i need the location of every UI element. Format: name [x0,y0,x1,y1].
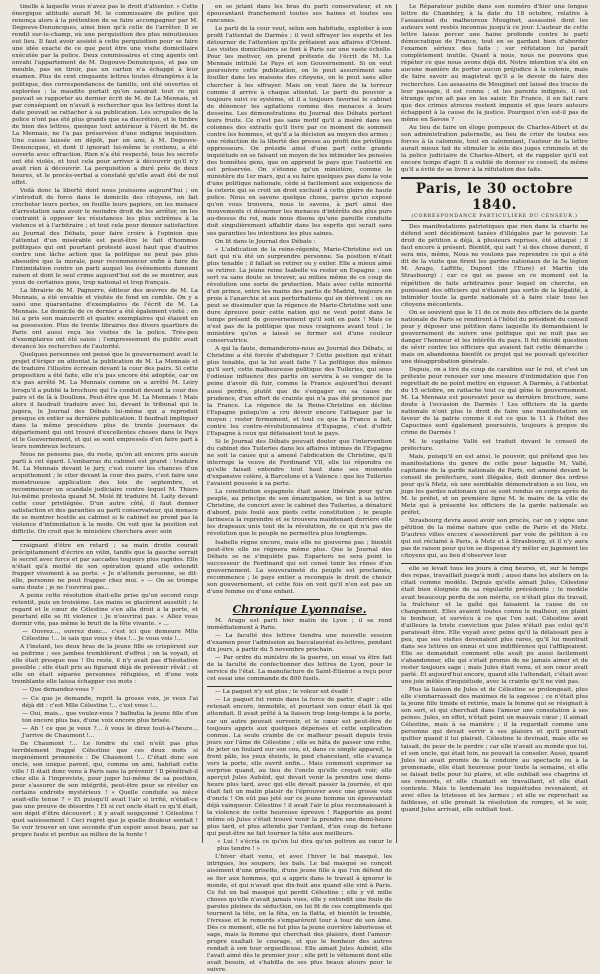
dateline-heading: Paris, le 30 octobre 1840. [415,181,574,214]
feuilleton-paragraph: elle se levait tous les jours à cinq heures, et, sur le temps des repas, travaillait jusqu'à midi ; aussi dans les ateliers on la citait comme modèle. Depuis qu'elle aimait Jules, Célestine était bien éloignée de sa régularité précédente ; le modèle avait beaucoup perdu de son mérite, ce n'était plus du travail, la fraîcheur et la gaîté qui faisaient la cause de ce changement. Elles avaient toutes connu le malheur, en plaint le bonheur, et survécu à ce que l'on sait. Célestine avait d'ailleurs la triste conviction que Jules n'était pas celui qu'il paraissait être. Elle voyait avec peine qu'il la délaissait peu à peu, que ses visites devenaient plus rares, qu'il lui montrait dans ses lettres un ennui et une indifférence qui l'affligeaient. Elle se demandait comment elle avait pu aussi facilement s'abandonner, elle qui s'était promis de ne jamais aimer et de rester toujours sage ; mais Jules était venu, et son cœur avait parlé. Et aujourd'hui encore, quand elle l'attendait, c'était avec une joie mêlée d'inquiétude, avec la crainte qu'il ne vint pas. [401,566,588,686]
article-paragraph: Des manifestations patriotiques que rien dans la charte ne défend sont décidément taxées d'illégales par le pouvoir. Le droit de pétition a déjà, à plusieurs reprises, été attaqué ; il faut encore à présent. Bientôt, qui sait ! si des chose durent, il sera mis, même, Nous ne voulons pas reprendre ce qui a été dit de la visite que firent les gardes nationaux de la 5e légion M. Arago, Laffitte, Dupont (de l'Eure) et Martin (de Strasbourg) ; car ce qui se passe en ce moment est la répétition de faits arbitraires pour lequel on cherche, en punissant des officiers qui n'étaient pas sortis de la légalité, à intimider toute la garde nationale et à faire clair tous les citoyens mécontents. [401,224,588,308]
feuilleton-paragraph: L'hiver était venu, et avec l'hiver le bal masqué, les intrigues, les soupers, les bals. Le bal masqué se conçoit aisément d'une grisette, d'une jeune fille à qui l'on défend de se fier aux hommes, qui a appris dans le travail à ignorer le monde, et qui n'avait que dix-huit ans quand elle vint à Paris. Ce fut un bal masqué qui perdit Célestine ; elle y vit mille choses qu'elle n'avait jamais vues, elle y entendit une foule de paroles pleines de séduction, on lui fit de ces compliments qui tournent la tête, on la fêta, on la flatta, et bientôt le trouble, l'ivresse et le remords s'emparèrent tour à tour de son âme. Dès ce moment, elle ne fut plus la jeune ouvrière laborieuse et sage, mais la femme qui cherchait des plaisirs, dont l'amour-propre exaltait le courage, et que le bonheur des autres rendait à son tour orgueilleuse. Elle aimait Jules Aubéid, elle l'avait aimé dès le premier jour ; elle prit le vêtement dont elle avait besoin, et s'habilla de ses plus beaux atours pour le suivre. [207,854,392,974]
article-paragraph: Nous ne pensons pas, du reste, qu'on ait encore pris aucun parti à cet égard. L'embarras du cabinet est grand : traduire M. La Mennais devant le jury, c'est courir les chances d'un acquittement ; le citer devant la cour des pairs, c'est faire une monstrueuse application des lois de septembre, et recommencer un scandale judiciaire contre lequel M. Thiers lui-même protesta quand M. Molé fit traduire M. Laity devant cette cour privilégiée. D'un autre côté, il faut donner satisfaction et des garanties au parti conservateur, qui menace de se montrer hostile au cabinet si le cabinet ne prend pas la violence d'intimidation à la mode. On voit que la position est difficile. On croit que le ministère cherchera avec soin [12,451,198,536]
column-right [396,4,592,843]
dialogue-line: « Lui ! s'écria ce qu'on lui dira qu'un poltron au cœur le plus tendre ! » [217,839,392,853]
news-item: — La faculté des lettres tiendra une nouvelle session d'examen pour l'admission au baccalauréat ès-lettres, pendant dix jours, à partir du 5 novembre prochain. [207,632,392,654]
dialogue-line: — Que demandez-vous ? [22,687,94,694]
quoted-paragraph: « L'abdication de la reine-régente, Marie-Christine est un fait qui n'a été un surprendre personne. Sa position n'était plus tenable ; il fallait se retirer ou y exiler. Elle a mieux aimé se retirer. La jeune reine Isabelle va rester en Espagne ; son sort va sans doute se trouver, au milieu même de ce coup de révolution une sorte de protection. Mais avec cette minorité d'un prince, entre les mains des partis de Madrid, toujours en proie à l'anarchie et aux perturbations qui en dérivent : on ne peut se dissimuler que la régence de Marie-Christine soit une dure épreuve pour cette nation qui ne veut point dans le temps présent de gouvernement qu'il soit en paix ! Mais ce n'est pas de la politique que nous craignons avant tout ; le ministère qu'on a laissé se former est d'une couleur conservatrice. [207,246,392,345]
article-paragraph: Si le Journal des Débats pouvait douter que l'intervention du cabinet des Tuileries dans les affaires intimes de l'Espagne ne soit la cause qui a amené l'abdication de Christine, qu'il interroge la veuve de Ferdinand VII, elle lui répondra ce qu'elle faisait entendre tout haut dans ses moments d'expansive colère, à Barcelone et à Valence : que les Tuileries l'avaient poussée à sa perte. [207,438,392,488]
dialogue-line: — Ouvrez..., ouvrez donc... c'est ici que demeure Mlle Célestine !... le sais que vous y êtes !... Je vous vois !... [22,629,198,643]
article-paragraph: Quelques personnes ont pensé que le gouvernement avait le projet d'ériger en attentat la publication de M. La Mennais et de traduire l'illustre écrivain devant la cour des pairs. Si cette proposition a été faite, elle n'a pas encore été adoptée, car on n'a pas arrêté M. La Mennais comme on a arrêté M. Leiry lorsqu'il a publié la brochure qui l'a conduit devant la cour des pairs et de là à Doullens. Peut-être que M. La Mennais ! Mais alors il faudrait traduire avec lui, devant le tribunal qui le jugera, le Journal des Débats lui-même qui a reproduit presque en entier sa dernière publication. Il faudrait impliquer dans la même procédure plus de trente journaux de département qui ont trouvé d'excellentes choses dans le Pays et le Gouvernement, et qui se sont empressés d'en faire part à leurs nombreux lecteurs. [12,352,198,450]
page-columns [8,4,592,974]
article-paragraph: On lit dans le Journal des Débats : [215,238,316,245]
article-paragraph: Le parti de la cour veut, selon son habitude, exploiter à son profit l'attentat de Darmès ; il veut effrayer les esprits et les détourner de l'attention qu'ils prêtaient aux affaires d'Orient. Les visites domiciliaires se font à Paris sur une vaste échelle. Pour les motiver, on prend prétexte de l'écrit de M. La Mennais intitulé Le Pays et son Gouvernement. Si on veut poursuivre cette publication, on le peut assurément sans fouiller dans les maisons des citoyens, on le peut sans aller chercher à les effrayer. Mais on veut faire de la terreur comme il arrive à chaque attentat. Le parti du pouvoir a toujours suivi ce système, et il a toujours favorisé le cabinet de dénoncer les agitations comme des menaces à leurs desseins. Les démonstrations du Journal des Débats portent leurs fruits. Ce n'est pas sans motif qu'il a inséré dans ses colonnes des extraits qu'il livre par ce moment de sommeil contre les hommes, et qu'il a la décision au moyen des armes ; une réduction de la liberté des presse au profit des privilèges oppresseurs. On préside ainsi d'une part cette grande inquiétude en se faisant un moyen de les intimider les pensées des honnêtes gens, que on apprend le pays que l'autorité en est préservée. On s'étonne qu'un ministère, comme le ministère du 1er mars, qui a su faire quelques pas dans la voie d'une politique nationale, cède si facilement aux exigences de la coterie qui se croit un droit exclusif à cette gloire de haute police. Nous en savons quelque chose, parce qu'un exposé qu'on vous trouvera, nous le savons, à part ainsi des mouvements ci désarmer les menaces d'intérêts des plus purs au-dessus du roi, mais nous disons qu'une pareille conduite doit singulièrement affaiblir dans les esprits qui serait sans ses garanties les intentions les plus saines. [207,26,392,237]
news-item: M. Arago est parti hier matin de Lyon ; il se rend immédiatement à Paris. [207,617,392,631]
article-paragraph: Voilà donc la liberté dont nous jouissons aujourd'hui ; on s'introduit de force dans le domicile des citoyens, on fait crocheter leurs portes, on fouille leurs papiers, on les menace d'arrestation sans avoir le moindre droit de les arrêter, on les contraint à opposer les résistances les plus extrêmes à la violence et à l'arbitraire ; et tout cela pour donner satisfaction au Journal des Débats, pour faire croire à l'opinion que l'attentat d'un misérable est peut-être le fait d'hommes politiques qui ont pourtant protesté aussi haut que d'autres contre une lâche action que la politique ne peut pas plus absoudre que la morale, pour recommencer enfin à faire de l'intimidation contre un parti auquel les événements donnent raison et dont le seul crime aujourd'hui est de se montrer, aux yeux de certaines gens, trop national et trop français. [12,188,198,286]
article-paragraph: A qui la faute, demanderons-nous au Journal des Débats, si Christine a été forcée d'abdiquer ? Cette position qui n'était plus tenable, qui la lui avait faite ? La politique des mêmes qu'il sert, cette malheureuse politique des Tuileries, qui sous l'odieuse influence des partis on servira à se venger de la peine d'avoir dû fuir, comme la France aujourd'hui devant aussi perdre, plutôt que de s'engager en sa cause de prudence, d'un effort de crainte qui n'a pas été prononcé par la France. La régence de la Reine-Christine en décline l'Espagne puisqu'on a cru devoir encore l'attaquer par le moyen ; rester fermement, et tout ce que la France a fait, contre les contre-révolutionnaires d'Espagne, c'est d'offrir l'Espagne à ceux qui défaisaient tout le pays. [207,346,392,437]
dialogue-line: — Ce que je demande, reprit la grosse voix, je veux l'ai déjà dit : c'est Mlle Célestine !... c'est vous !... [22,695,198,709]
column-middle [202,4,396,974]
article-paragraph: Au lieu de faire un éloge pompeux de Charles-Albert et de son administration paternelle, au lieu de crier de toutes ses forces à la calomnie, tout en calomniant, l'auteur de la lettre aurait mieux fait de stimuler le zèle des juges criminels et de la police judiciaire de Charles-Albert, et de rappeler qu'il est encore temps d'agir. Il a oublié de donner ce conseil, de même qu'il a évité de se livrer à la réfutation des faits. [401,124,588,174]
dialogue-line: — Oui, mais... que voulez-vous ? balbutia la jeune fille d'un ton encore plus bas, d'une voix encore plus brisée. [22,710,198,724]
article-paragraph: tinelle à laquelle vous n'avez pas le droit d'attenter. » Cette énergique attitude aurait M. le commissaire de police qui renonça alors à la prétention de se faire accompagner par M. Degouve-Denuncques, ainsi bien qu'à celle de l'arrêter. Il se rendit sur-le-champ, où une perquisition des plus minutieuses eut lieu. Il faut avoir assisté à cette perquisition pour se faire une idée exacte de ce que peut être une visite domiciliaire exécutée par la police. Deux commissaires et cinq agents ont envahi l'appartement de M. Degouve-Denuncques, et pas un meuble, pas un tiroir, pas un carton n'a échappé à leur examen. Plus de cent cinquante lettres toutes étrangères à la politique, des correspondances de famille, ont été ouvertes et explorées ; la maudite portait qu'on saisirait tout ce qui pouvait se rapporter au dernier écrit de M. de La Mennais, et par conséquent on n'avait à rechercher que les lettres dont la date pouvait se rattacher à sa publication. Les scrupules de la police n'ont pas été plus grands que sa discrétion, et le timbre de bien des lettres, quoique tout antérieur à l'écrit de M. de La Mennais, ne l'a pas préservées d'une indigne inquisition. Une caisse laissée en dépôt, par un ami, à M. Degouve-Denuncques, et dont il ignorait lui-même le contenu, a été ouverte avec effraction. Rien n'a été respecté, tous les secrets ont été violés, et tout cela pour arriver à découvrir qu'il n'y avait rien à découvrir. La perquisition a duré près de deux heures, et le procès-verbal a constaté qu'elle avait été de nul effet. [12,4,198,187]
dialogue-line: — Ah ! ce que je veux ?... ô vous le direz tout-à-l'heure... J'arrive de Chaumont !... [22,725,198,739]
dateline-bottom-rule [401,220,588,221]
article-paragraph: Strasbourg devra aussi avoir son procès, car on y signe une pétition de la même nature que celle de Paris et de Metz. D'autres villes encore s'associèrent par voie de pétition à ce qui est réclamé à Paris, à Metz et à Strasbourg, et il n'y aura pas de raison pour qu'on se dispense d'y mêler en jugement les citoyens qui, au lieu d'observer leur [401,518,588,560]
feuilleton-paragraph: Plus la liaison de Jules et de Célestine se prolongeait, plus elle s'embarrassait des maximes de la sagesse ; ce n'était plus la jeune fille timide et retirée, mais la femme qui se résignait à son sort, et qui cherchait dans l'amour une consolation à ses peines. Jules, en effet, n'était point un mauvais cœur ; il aimait Célestine, mais à sa manière ; il la regardait comme une personne qui devait servir à ses plaisirs et qu'il pourrait quitter quand il lui plairait. Célestine le devinait, mais elle se taisait, de peur de le perdre ; car elle n'avait au monde que lui, et son oncle, qui était loin, ne pouvait la consoler. Aussi, quand Jules lui avait promis de la conduire au spectacle ou à la promenade, elle était heureuse pour toute la semaine, et elle se faisait belle pour lui plaire, et elle oubliait ses chagrins et ses remords, et elle chantait en travaillant, et elle était contente. Mais le lendemain les inquiétudes revenaient, et avec elles la tristesse et les larmes ; et elle se reprochait sa faiblesse, et elle prenait la résolution de rompre, et le soir, quand Jules arrivait, elle oubliait tout. [401,687,588,813]
news-item: — Par ordre du ministre de la guerre, un essai va être fait de la faculté de confectionner des lettres de Lyon, pour le service de l'état. La manufacture de Saint-Étienne a reçu pour cet essai une commande de 800 fusils. [207,655,392,683]
article-paragraph: Isabelle règne encore, mais elle ne gouverne pas ; bientôt peut-être elle ne régnera même plus. Que le Journal des Débats se ne s'inquiète pas. Espartero ne sera point le successeur de Ferdinand qui est censé tenir les rênes d'un gouvernement. La souveraineté du peuple est proclamée, recommence ; le pays entier a reconquis le droit de choisir son gouvernement, et cette fois on voit qu'il n'en est pas un d'une femme ou d'une enfant. [207,539,392,595]
article-paragraph: Le Réparateur publie dans son numéro d'hier une longue lettre de Chambéry, à la date du 18 octobre, relative à l'assassinat du malheureux Mouginet, assassiné dont les auteurs sont restés inconnus jusqu'à ce jour. L'auteur de cette lettre laisse percer une haine profonde contre le parti démocratique de France, tout en se gardant bien d'aborder l'examen sérieux des faits ; sur réfutation lui paraît complètement inutile. Quant à nous, nous ne pouvons que répéter ce que nous avons déjà dit. Notre intention n'a été en aucune manière de porter aucun préjudice à la colonie, mais de faire savoir au magistrat qu'il a le devoir de faire des recherches. Les assassins de Mouginet ont laissé des traces de leur passage, il est connu ; et les parents indignés, il est étrange qu'on ait pas en les saisir. En France, il en fait rare que des crimes atroces restent impunis et que leurs auteurs échappent à la cause de la justice. Pourquoi n'en est-il pas de même en Savoie ? [401,4,588,123]
article-paragraph: La librairie de M. Pagnerre, éditeur des œuvres de M. La Mennais, a été envahie et visitée de fond en comble. On y a saisi une quarantaine d'exemplaires de l'écrit de M. La Mennais. Le domicile de ce dernier a été également visité ; on lui a pris son manuscrit et quatre exemplaires qui étaient en sa possession. Plus de trente libraires des divers quartiers de Paris ont aussi reçu les visites de la police. Très-peu d'exemplaires ont été saisis ; l'empressement du public avait devancé les recherches de l'autorité. [12,287,198,351]
feuilleton-divider [12,540,198,541]
article-paragraph: en se jetant dans les bras du parti conservateur, et en épouvantant franchement toutes ses haines et toutes ses rancunes. [207,4,392,25]
feuilleton-paragraph: A peine cette résolution était-elle prise qu'un second coup retentit, puis un troisième. Les mains se glacèrent aussitôt ; le regard et le cœur de Célestine s'en alla droit à la porte, et pourtant elle se fit violence : Je n'ouvrirai pas. « Allez vous dormir vite, pas même le bruit de la fête vivante. » ... [12,592,198,628]
feuilleton-divider [207,686,392,687]
feuilleton-paragraph: — Le paquet fut remis dans la force de partir, d'agir ; elle retenait encore, immobile, et pourtant son cœur était là qui attendait. Il avait prêté à la liaison trop long-temps à la porte, car un autre pouvait survenir, et le cœur est peut-être de toujours appris aux quelques dépenses et cette explication connue. La seule crainte de ce malheur pesait depuis trois jours sur l'âme de Célestine ; elle se hâta de passer une robe, de jeter un foulard sur son cou, et, dans ce simple appareil, le front pâle, les yeux éteints, le pied chancelant, elle s'avança vers la porte, elle ouvrit enfin... Mais comment exprimer sa surprise quand, au lieu de l'oncle qu'elle croyait voir, elle aperçut Jules Aubéid, qui devait venir la prendre une demi-heure plus tard, avec qui elle devait passer la journée, et qui était fait un malin plaisir de l'éprouver avec une grosse voix d'oncle ! On eût pas jeté sur ce jeune homme un épouvantail déjà vainqueur. Célestine ! il avait l'air le plus reconnaissant à la violence de cette heureuse épreuve ! Rapportée au point même où Jules s'était trouvé venir la prendre une demi-heure plus tard, et plus attendu par l'enfant, d'un coup de fortune qui peut-être ne fait tourner la tête aux meilleurs. [207,697,392,838]
section-divider [280,599,320,600]
article-paragraph: La constitution espagnole était assez libérale pour qu'un peuple, au principe de son émancipation, se tint à sa lettre. Christine, de concert avec le cabinet des Tuileries, a dénaturé d'abord, puis foulé aux pieds cette constitution ; le peuple farinesca la reprendre et se trouvera maintenant derrière elle les drapeaux unis tout de la révolution, de ce qui n'a pas de révolution que le peuple ne permettra plus longtemps. [207,489,392,538]
feuilleton-paragraph: A l'instant, les deux bras de la jeune fille se crispèrent sur sa poitrine ; ses jambes tremblèrent d'effroi ; on la voyait, et elle était presque nue ! Du reste, il n'y avait pas d'hésitation possible ; elle était pris au figurant déjà de prévenir rêvât ; et elle en était séparée personnes réfugiées, et d'une voix tremblante elle laissa échapper ces mots : [12,644,198,686]
dateline-top-rule [401,177,588,179]
article-paragraph: On se souvient que le 11 de ce mois des officiers de la garde nationale de Paris se rendirent à l'hôtel du président du conseil pour y déposer une pétition dans laquelle ils demandaient le gouvernement de suivre une politique qui ne nuit pas au danger l'honneur et les intérêts du pays. Il fut décidé question de sévir contre les officiers qui avaient fait cette démarche ; mais on abandonna bientôt ce projet qui ne pouvait qu'exciter une désapprobation générale. [401,309,588,366]
feuilleton-paragraph: — La paquet n'y est plus ; le voleur est évadé ! [215,689,353,696]
article-paragraph: Mais, puisqu'il en est ainsi, le pouvoir, qui prétend que les manifestations du genre de celle pour laquelle M. Vallé, capitaine de la garde nationale de Paris, est amené devant le conseil de préfecture, sont illégales, doit donner des ordres pour qu'à Metz, où une semblable démonstration a eu lieu, on juge les gardes nationaux qui se sont rendus en corps après de M. le préfet, et on première ligne M. le maire de la ville de Metz qui à présenté les officiers de la garde nationale au préfet. [401,453,588,516]
section-title-chronique-lyonnaise: Chronique Lyonnaise. [232,602,367,616]
column-left [8,4,202,843]
feuilleton-paragraph: craignant d'être en retard ; sa main droite courait précipitamment d'écrire en vélin, tandis que la gauche serrait le secret avec force et par saccades toujours plus rapides. Elle n'était qu'à moitié de son opération quand elle entendit frapper vivement à sa porte. « Je n'attends personne, se dit-elle, personne ne peut frapper chez moi. » — On se trompe sans doute ; je ne l'ouvrirai pas... [12,542,198,591]
correspondence-subline: (CORRESPONDANCE PARTICULIÈRE DU CENSEUR.) [411,214,578,220]
feuilleton-paragraph: De Chaumont !... Le fondre du ciel n'eût pas plus terriblement frappé Célestine que ces deux mots si inopinément prononcés : De Chaumont !... C'était donc son oncle, son unique parent, qui, comme un ami, habitait cette ville ! Il était donc venu à Paris sans la prévenir ! Il pénétrait-il chez elle à l'improviste, pour juger lui-même de sa position, pour s'assurer de son intégrité, peut-être pour se révéler en certains endroits mystérieux ! « Quelle conduite sa nièce avait-elle tenue ? » Et puisqu'il avait l'air si irrité, n'était-ce pas une preuve de désordre ! Et si cet oncle était ce qu'il était, son dépit d'être découvert ; il y avait soupçonné ! Célestine ! quel saisissement ! Ceci regret que je quelle douleur sentait ! Se voir trouver en une seconde d'un espoir aussi beau, par sa propre faute et perdue au milieu de la honte ! [12,740,198,839]
article-paragraph: M. le capitaine Vallé est traduit devant le conseil de préfecture. [401,438,588,452]
article-paragraph: Depuis, on a tiré du coup de carabine sur le roi, et c'est un prétexte pour renouer sur une mesure d'intimidation que l'on regrettait de ne point mettre en vigueur. A Darmès, à l'attentat du 15 octobre, on rattache tout ce qui gêne le gouvernement. M. La Mennais est poursuivi pour sa dernière brochure, sans doute à l'occasion de Darmès ! Les officiers de la garde nationale n'ont plus le droit de faire une manifestation en faveur de la patrie comme il est ce que le 11 à l'hôtel des Capucines sont également poursuivis, toujours à propos du crime de Darmès ! [401,367,588,437]
feuilleton-divider [401,563,588,564]
